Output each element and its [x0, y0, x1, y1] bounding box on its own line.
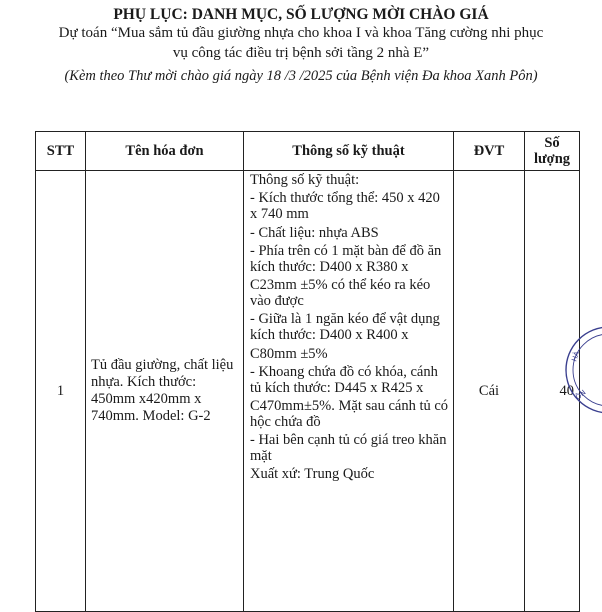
cell-stt: 1: [36, 171, 86, 612]
spec-line: - Giữa là 1 ngăn kéo để vật dụng kích thước: D400 x R400 x: [250, 311, 440, 344]
spec-line: - Chất liệu: nhựa ABS: [250, 224, 379, 241]
column-header-spec: Thông số kỹ thuật: [244, 132, 454, 171]
svg-text:HÀ: HÀ: [570, 350, 582, 363]
spec-line: Thông số kỹ thuật:: [250, 172, 360, 188]
document-title: PHỤ LỤC: DANH MỤC, SỐ LƯỢNG MỜI CHÀO GIÁ: [113, 6, 489, 23]
table-header-row: [36, 132, 580, 171]
table-row: [36, 171, 580, 612]
spec-line: C80mm ±5%: [250, 345, 328, 362]
items-table: [35, 131, 580, 612]
cell-spec: [244, 171, 454, 612]
spec-line: Xuất xứ: Trung Quốc: [250, 466, 375, 483]
column-header-stt: STT: [36, 132, 86, 171]
document-note: (Kèm theo Thư mời chào giá ngày 18 /3 /2025 của Bệnh viện Đa khoa Xanh Pôn): [64, 68, 538, 84]
svg-text:ÔN: ÔN: [574, 388, 588, 402]
spec-line: - Hai bên cạnh tủ có giá treo khăn mặt: [250, 432, 447, 465]
hospital-stamp-seal: [562, 322, 602, 418]
cell-unit: Cái: [454, 171, 525, 612]
column-header-quantity: Số lượng: [525, 132, 580, 171]
document-subtitle-line-2: vụ công tác điều trị bệnh sởi tầng 2 nhà E”: [172, 45, 430, 61]
spec-line: C470mm±5%. Mặt sau cánh tủ có hộc chứa đồ: [250, 398, 449, 430]
spec-line: C23mm ±5% có thể kéo ra kéo vào được: [250, 277, 431, 309]
column-header-name: Tên hóa đơn: [86, 132, 244, 171]
column-header-unit: ĐVT: [454, 132, 525, 171]
spec-line: - Khoang chứa đồ có khóa, cánh tủ kích thước: D445 x R425 x: [250, 363, 438, 396]
document-subtitle-line-1: Dự toán “Mua sắm tủ đầu giường nhựa cho khoa I và khoa Tăng cường nhi phục: [58, 25, 544, 41]
cell-item-name: Tủ đầu giường, chất liệu nhựa. Kích thước: 450mm x420mm x 740mm. Model: G-2: [86, 171, 244, 612]
cell-quantity: 40: [525, 171, 580, 612]
spec-line: - Kích thước tổng thể: 450 x 420 x 740 mm: [250, 190, 440, 223]
spec-line: - Phía trên có 1 mặt bàn để đồ ăn kích thước: D400 x R380 x: [250, 242, 442, 275]
